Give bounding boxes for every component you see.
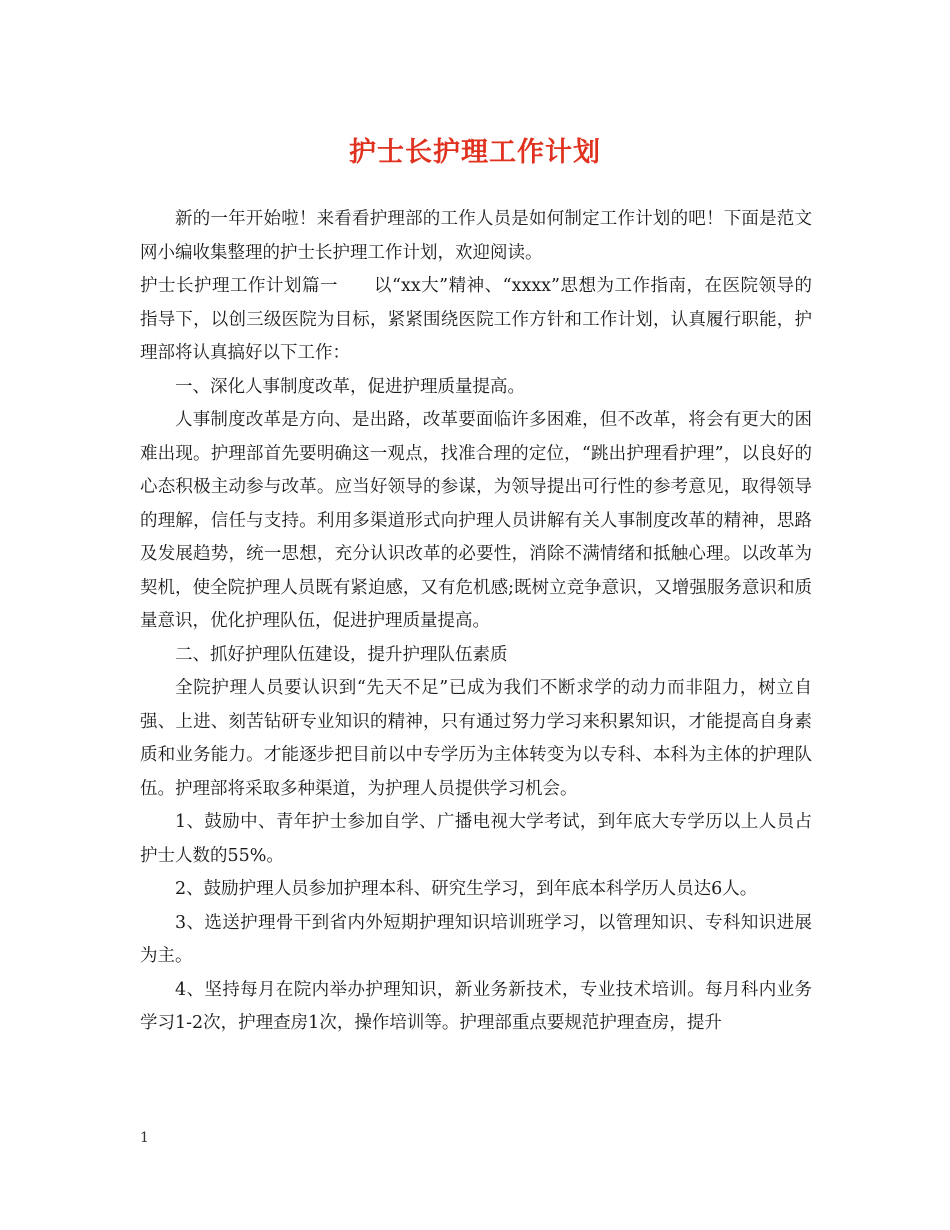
page-number: 1	[140, 1130, 149, 1146]
section-heading-1: 一、深化人事制度改革，促进护理质量提高。	[175, 376, 525, 397]
list-item-4: 4、坚持每月在院内举办护理知识，新业务新技术，专业技术培训。每月科内业务学习1-2次，护理查房1次，操作培训等。护理部重点要规范护理查房，提升	[140, 979, 812, 1033]
document-body	[140, 203, 812, 1041]
list-item-3: 3、选送护理骨干到省内外短期护理知识培训班学习，以管理知识、专科知识进展为主。	[140, 912, 812, 966]
list-item-2: 2、鼓励护理人员参加护理本科、研究生学习，到年底本科学历人员达6人。	[175, 879, 758, 899]
section-heading-2: 二、抓好护理队伍建设，提升护理队伍素质	[175, 644, 508, 665]
paragraph-intro: 新的一年开始啦！来看看护理部的工作人员是如何制定工作计划的吧！下面是范文网小编收集整理的护士长护理工作计划，欢迎阅读。	[140, 209, 812, 263]
document-title: 护士长护理工作计划	[349, 137, 601, 168]
paragraph-team-building: 全院护理人员要认识到“先天不足”已成为我们不断求学的动力而非阻力，树立自强、上进、刻苦钻研专业知识的精神，只有通过努力学习来积累知识，才能提高自身素质和业务能力。才能逐步把目前以中专学历为主体转变为以专科、本科为主体的护理队伍。护理部将采取多种渠道，为护理人员提供学习机会。	[140, 678, 812, 799]
paragraph-plan-opening: 护士长护理工作计划篇一 以“xx大”精神、“xxxx”思想为工作指南，在医院领导的指导下，以创三级医院为目标，紧紧围绕医院工作方针和工作计划，认真履行职能，护理部将认真搞好以下工作：	[140, 276, 812, 363]
list-item-1: 1、鼓励中、青年护士参加自学、广播电视大学考试，到年底大专学历以上人员占护士人数的55%。	[140, 812, 812, 866]
paragraph-personnel-reform: 人事制度改革是方向、是出路，改革要面临许多困难，但不改革，将会有更大的困难出现。护理部首先要明确这一观点，找准合理的定位，“跳出护理看护理”，以良好的心态积极主动参与改革。应当好领导的参谋，为领导提出可行性的参考意见，取得领导的理解，信任与支持。利用多渠道形式向护理人员讲解有关人事制度改革的精神，思路及发展趋势，统一思想，充分认识改革的必要性，消除不满情绪和抵触心理。以改革为契机，使全院护理人员既有紧迫感，又有危机感;既树立竞争意识，又增强服务意识和质量意识，优化护理队伍，促进护理质量提高。	[140, 410, 812, 631]
